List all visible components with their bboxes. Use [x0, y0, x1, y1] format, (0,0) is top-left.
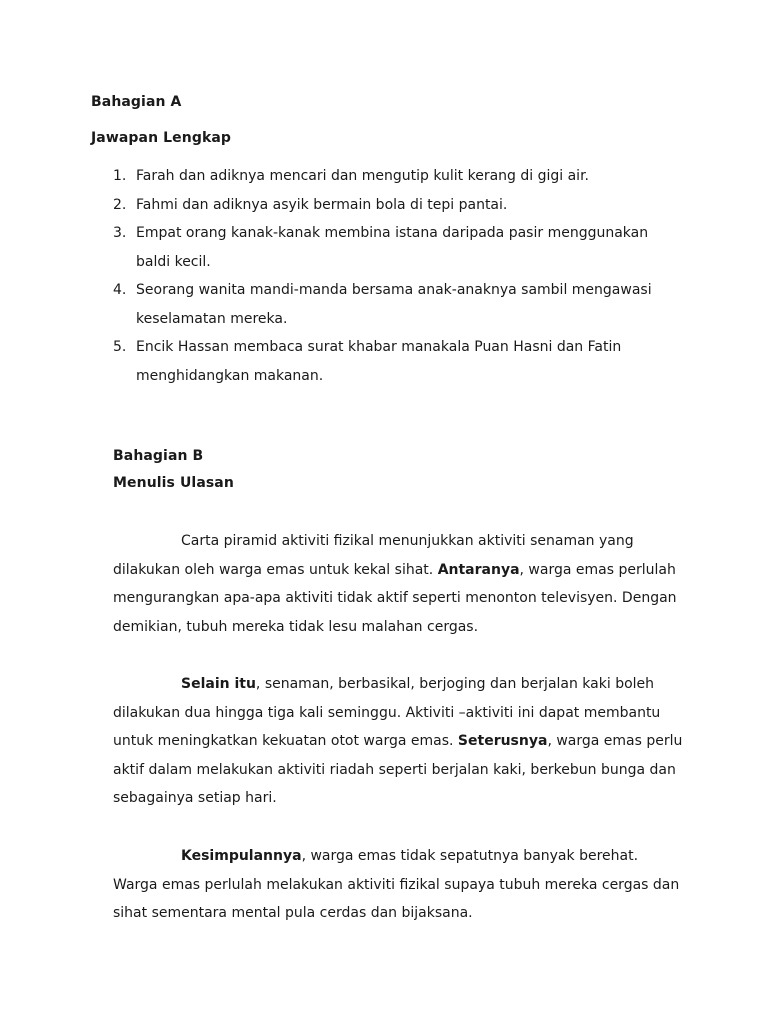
paragraph-body: [113, 670, 683, 813]
list-item-number: 2.: [113, 196, 127, 213]
list-item-number: 1.: [113, 168, 127, 184]
list-item: [113, 333, 673, 390]
list-item: [113, 276, 673, 333]
paragraph-text: , warga emas perlulah mengurangkan apa-apa aktiviti tidak aktif seperti menonton televisyen. Dengan demikian, tubuh mereka tidak lesu malahan cergas.: [113, 561, 677, 635]
section-a-subtitle: Jawapan Lengkap: [91, 130, 232, 146]
paragraph-keyword: Antaranya: [437, 561, 520, 578]
list-item-number: 4.: [113, 282, 127, 298]
list-item: [113, 162, 673, 191]
answer-list: [113, 162, 673, 390]
section-a-title: Bahagian A: [91, 94, 182, 110]
paragraph-text: , warga emas tidak sepatutnya banyak berehat. Warga emas perlulah melakukan aktiviti fizikal supaya tubuh mereka cergas dan sihat sementara mental pula cerdas dan bijaksana.: [113, 848, 680, 922]
list-item-text: Encik Hassan membaca surat khabar manakala Puan Hasni dan Fatin menghidangkan makanan.: [136, 339, 622, 384]
paragraph-text: , warga emas perlu aktif dalam melakukan aktiviti riadah seperti berjalan kaki, berkebun bunga dan sebagainya setiap hari.: [113, 733, 683, 807]
list-item-number: 5.: [113, 339, 127, 355]
list-item-text: Seorang wanita mandi-manda bersama anak-anaknya sambil mengawasi keselamatan mereka.: [136, 282, 652, 327]
list-item-number: 3.: [113, 225, 127, 241]
section-b-subtitle: Menulis Ulasan: [113, 475, 234, 491]
paragraph-intro: [113, 527, 683, 641]
paragraph-conclusion: [113, 842, 683, 928]
paragraph-keyword: Selain itu: [181, 676, 256, 692]
list-item: [113, 219, 673, 276]
paragraph-keyword: Seterusnya: [457, 733, 548, 750]
paragraph-text: Carta piramid aktiviti fizikal menunjukkan aktiviti senaman yang dilakukan oleh warga emas untuk kekal sihat.: [113, 533, 634, 578]
section-b-title: Bahagian B: [113, 448, 204, 464]
list-item-text: Empat orang kanak-kanak membina istana daripada pasir menggunakan baldi kecil.: [136, 225, 649, 270]
list-item-text: Fahmi dan adiknya asyik bermain bola di tepi pantai.: [136, 196, 508, 213]
paragraph-keyword: Kesimpulannya: [181, 848, 302, 864]
list-item: [113, 191, 673, 220]
paragraph-text: , senaman, berbasikal, berjoging dan berjalan kaki boleh dilakukan dua hingga tiga kali seminggu. Aktiviti –aktiviti ini dapat membantu untuk meningkatkan kekuatan otot warga emas.: [113, 676, 661, 750]
list-item-text: Farah dan adiknya mencari dan mengutip kulit kerang di gigi air.: [136, 168, 589, 184]
